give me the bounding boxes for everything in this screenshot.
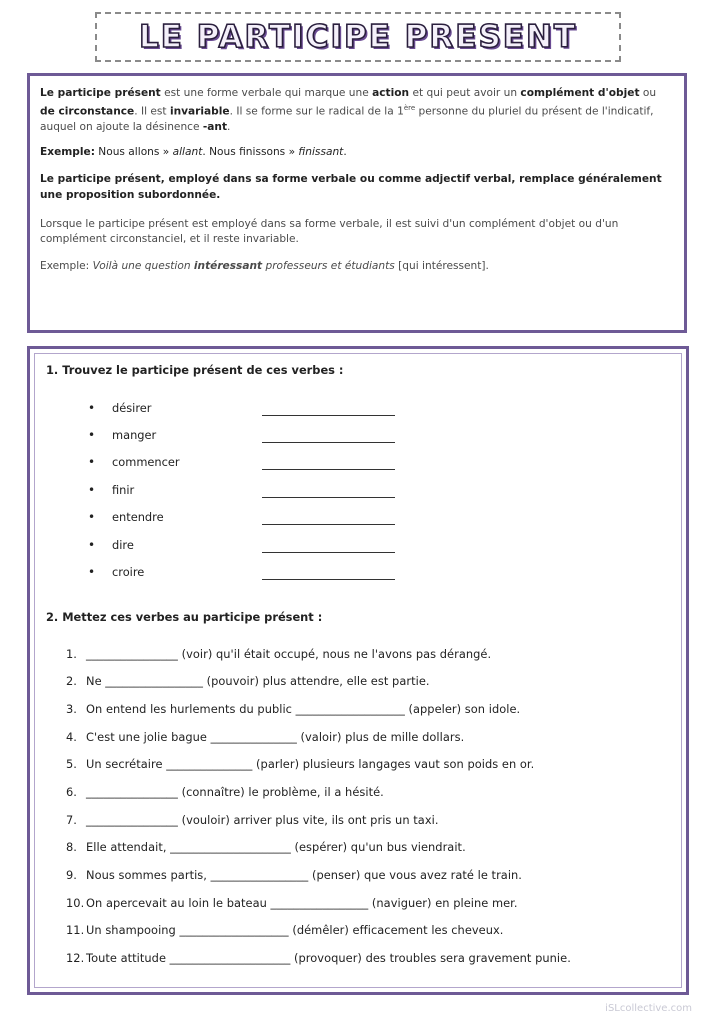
bullet-icon: •: [88, 401, 96, 415]
rule-keyword-circonstance: de circonstance: [40, 105, 135, 118]
rule-term: Le participe présent: [40, 87, 161, 99]
verb-label: dire: [112, 538, 134, 552]
sentence-number: 7.: [66, 813, 77, 827]
sentence-item: [66, 757, 676, 777]
rule-text: est une forme verbale qui marque une: [160, 87, 373, 99]
verb-label: finir: [112, 483, 135, 497]
example-1: [40, 145, 672, 160]
verb-label: entendre: [112, 510, 164, 524]
bullet-icon: •: [88, 538, 96, 552]
sentence-item: [66, 868, 676, 888]
sentence-item: [66, 813, 676, 833]
sentence-text[interactable]: C'est une jolie bague _______________ (valoir) plus de mille dollars.: [86, 730, 465, 744]
exercise-box: [27, 346, 689, 995]
sentence-number: 9.: [66, 868, 77, 882]
exercise-inner-border: [34, 353, 682, 988]
sentence-number: 10.: [66, 896, 85, 910]
rule-keyword-objet: complément d'objet: [520, 87, 640, 99]
watermark: iSLcollective.com: [605, 1003, 692, 1014]
rule-keyword-ant: -ant: [202, 120, 228, 133]
example-text: professeurs et étudiants: [262, 260, 395, 273]
sentence-number: 8.: [66, 840, 77, 854]
sentence-text[interactable]: Elle attendait, _____________________ (espérer) qu'un bus viendrait.: [86, 840, 466, 854]
sentence-item: [66, 674, 676, 694]
sentence-item: [66, 730, 676, 750]
verb-item: [88, 507, 428, 527]
rule-substitution: Le participe présent, employé dans sa forme verbale ou comme adjectif verbal, remplace généralement une proposition subordonnée.: [40, 173, 662, 201]
sentence-text[interactable]: On apercevait au loin le bateau _________________ (naviguer) en pleine mer.: [86, 896, 518, 910]
example-2: [40, 259, 672, 274]
exercise-1-title: 1. Trouvez le participe présent de ces verbes :: [46, 363, 344, 377]
example-word: intéressant: [193, 260, 263, 273]
answer-blank[interactable]: [262, 430, 395, 443]
sentence-text[interactable]: ________________ (vouloir) arriver plus vite, ils ont pris un taxi.: [86, 813, 439, 827]
rule-text: et qui peut avoir un: [409, 87, 521, 99]
sentence-text[interactable]: ________________ (voir) qu'il était occupé, nous ne l'avons pas dérangé.: [86, 647, 492, 661]
example-label: Exemple:: [40, 146, 95, 159]
sentence-number: 2.: [66, 674, 77, 688]
rule-text: . Il se forme sur le radical de la 1: [229, 105, 404, 118]
sentence-number: 5.: [66, 757, 77, 771]
rule-text: . Il est: [134, 105, 170, 118]
answer-blank[interactable]: [262, 485, 395, 498]
verb-label: désirer: [112, 401, 152, 415]
sentence-item: [66, 702, 676, 722]
verb-item: [88, 535, 428, 555]
sentence-text[interactable]: Toute attitude _____________________ (provoquer) des troubles sera gravement punie.: [86, 951, 571, 965]
sentence-number: 12.: [66, 951, 85, 965]
verb-item: [88, 398, 428, 418]
bullet-icon: •: [88, 428, 96, 442]
sentence-number: 4.: [66, 730, 77, 744]
sentence-text[interactable]: ________________ (connaître) le problème, il a hésité.: [86, 785, 384, 799]
rule-invariable: Lorsque le participe présent est employé dans sa forme verbale, il est suivi d'un complément d'objet ou d'un complément circonstanciel, et il reste invariable.: [40, 217, 619, 245]
answer-blank[interactable]: [262, 403, 395, 416]
bullet-icon: •: [88, 455, 96, 469]
example-text: .: [343, 146, 347, 159]
sentence-text[interactable]: On entend les hurlements du public ___________________ (appeler) son idole.: [86, 702, 521, 716]
exercise-2-title: 2. Mettez ces verbes au participe présent :: [46, 610, 323, 624]
verb-label: commencer: [112, 455, 180, 469]
answer-blank[interactable]: [262, 567, 395, 580]
verb-item: [88, 425, 428, 445]
title-box: [95, 12, 621, 62]
rule-keyword-invariable: invariable: [169, 105, 230, 118]
rule-text: ou: [639, 87, 657, 99]
sentence-number: 11.: [66, 923, 85, 937]
example-text: Voilà une question: [89, 260, 194, 273]
sentence-number: 6.: [66, 785, 77, 799]
bullet-icon: •: [88, 510, 96, 524]
sentence-item: [66, 951, 676, 971]
grammar-rule-box: [27, 73, 687, 333]
rule-text: personne du pluriel du présent de l'indicatif, auquel on ajoute la désinence: [40, 105, 654, 133]
sentence-item: [66, 923, 676, 943]
sentence-item: [66, 896, 676, 916]
rule-keyword-action: action: [372, 87, 410, 99]
sentence-number: 3.: [66, 702, 77, 716]
example-word: finissant: [298, 146, 344, 159]
rule-superscript: ère: [403, 104, 416, 113]
verb-item: [88, 562, 428, 582]
rule-definition: [40, 86, 672, 135]
page-title: LE PARTICIPE PRESENT: [138, 19, 578, 55]
rule-text: .: [227, 120, 231, 133]
verb-item: [88, 480, 428, 500]
sentence-number: 1.: [66, 647, 77, 661]
sentence-text[interactable]: Un secrétaire _______________ (parler) plusieurs langages vaut son poids en or.: [86, 757, 535, 771]
example-label: Exemple:: [40, 260, 90, 273]
bullet-icon: •: [88, 483, 96, 497]
answer-blank[interactable]: [262, 512, 395, 525]
sentence-item: [66, 647, 676, 667]
example-text: . Nous finissons »: [202, 146, 299, 159]
verb-label: manger: [112, 428, 157, 442]
verb-item: [88, 452, 428, 472]
answer-blank[interactable]: [262, 540, 395, 553]
sentence-item: [66, 785, 676, 805]
example-text: [qui intéressent].: [394, 260, 489, 273]
sentence-item: [66, 840, 676, 860]
verb-label: croire: [112, 565, 145, 579]
sentence-text[interactable]: Ne _________________ (pouvoir) plus attendre, elle est partie.: [86, 674, 430, 688]
example-text: Nous allons »: [94, 146, 173, 159]
answer-blank[interactable]: [262, 457, 395, 470]
sentence-text[interactable]: Nous sommes partis, _________________ (penser) que vous avez raté le train.: [86, 868, 522, 882]
sentence-text[interactable]: Un shampooing ___________________ (démêler) efficacement les cheveux.: [86, 923, 504, 937]
example-word: allant: [172, 146, 203, 159]
bullet-icon: •: [88, 565, 96, 579]
